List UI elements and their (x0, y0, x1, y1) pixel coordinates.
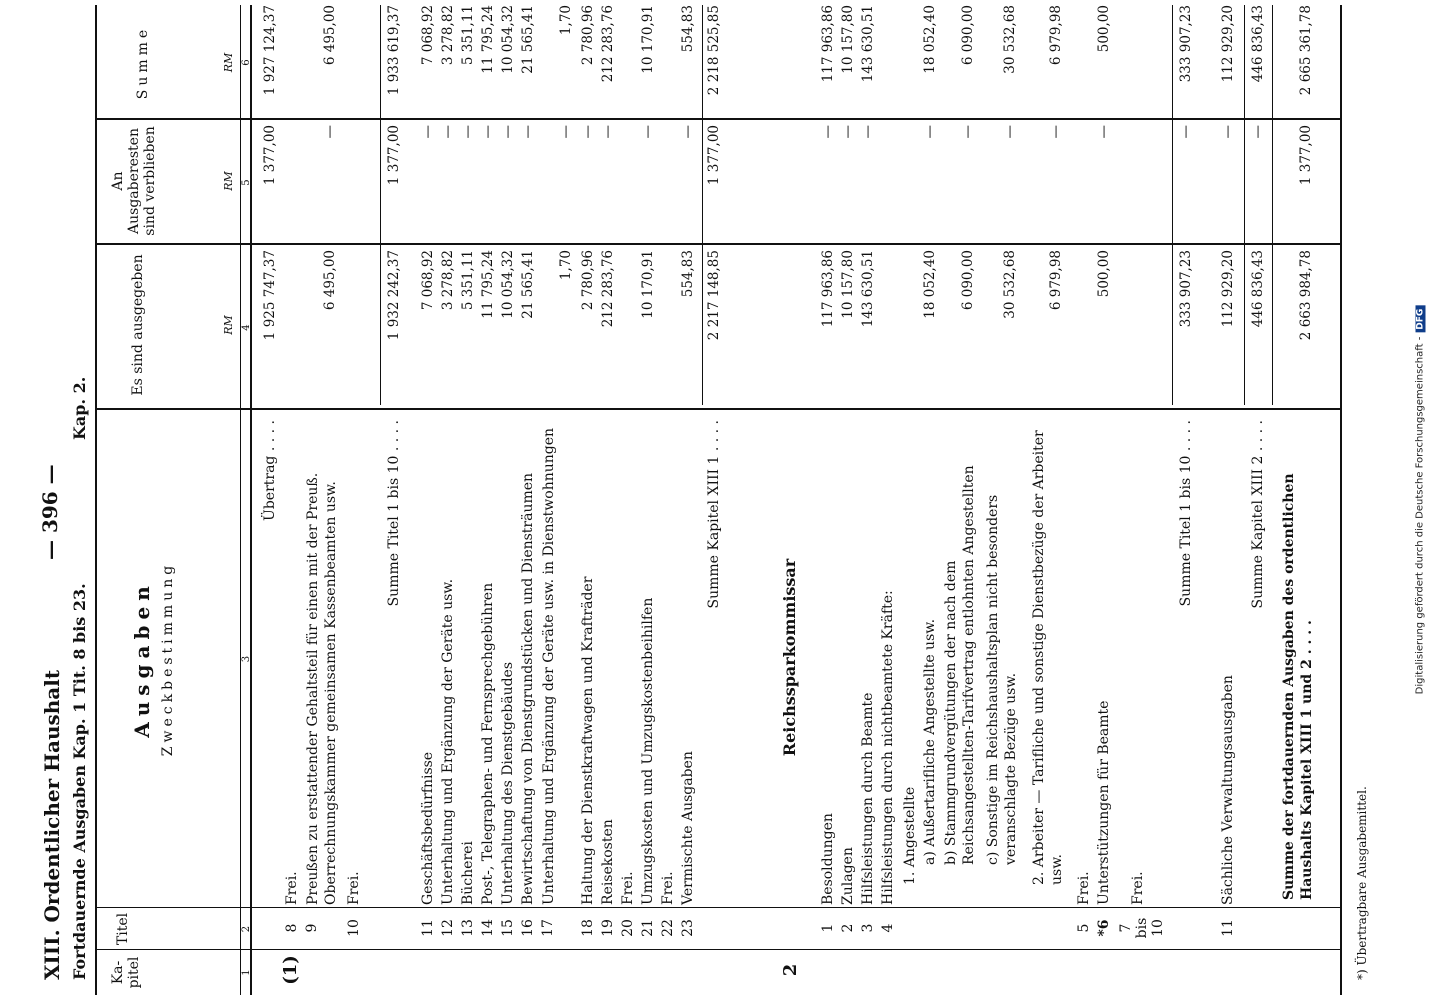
col-divider-5 (95, 118, 1340, 120)
page-number: — 396 — (38, 464, 62, 560)
digitization-credit: Digitalisierung gefördert durch die Deutsche Forschungsgemeinschaft -DFG (1415, 306, 1426, 695)
grand-total-label: Summe der fortdauernden Ausgaben des ordentlichen Haushalts Kapitel XIII 1 und 2 . . . . (1281, 473, 1315, 900)
table-top-rule (95, 5, 97, 995)
col-number-4: 4 (241, 324, 252, 331)
dfg-logo: DFG (1416, 306, 1426, 333)
col-header-ausgaben: Ausgaben (130, 580, 154, 738)
col-number-6: 6 (241, 59, 252, 66)
col-number-3: 3 (241, 655, 252, 663)
col-divider-4 (95, 243, 1340, 245)
col-header-kapitel: Ka-pitel (110, 956, 142, 989)
col-header-reste: An Ausgaberesten sind verblieben (110, 126, 158, 236)
header-line-2-right: Kap. 2. (70, 376, 89, 440)
col-header-ausgegeben: Es sind ausgegeben (130, 254, 146, 396)
table-bottom-rule (1340, 5, 1342, 995)
col-number-5: 5 (241, 179, 252, 186)
section-title: Reichssparkommissar (780, 558, 799, 757)
header-line-1: XIII. Ordentlicher Haushalt (40, 669, 64, 980)
col-header-zweck: Zweckbestimmung (160, 561, 176, 757)
unit-label-4: RM (222, 315, 235, 335)
rotated-table-page: XIII. Ordentlicher Haushalt — 396 — Fortdauernde Ausgaben Kap. 1 Tit. 8 bis 23. Kap. 2. Ka-pitel Titel Ausgaben Zweckbestimmung Es sind ausgegeben An Ausgaberesten sind verblieben Summe RM RM RM 1 2 3 4 5 6 Übertrag . . . . 1 925 747,37 1 377,00 1 927 124,37 (1) 8 Frei. 9 Preußen zu erstattender Gehaltsteil für einen mit der Preuß. Oberrechnungskammer gemeinsamen Kassenbeamten usw. 6 495,00 — 6 495,00 10 Frei. Summe Titel 1 bis 10 . . . . 1 932 242,37 1 377,00 1 933 619,37 11 Geschäftsbedürfnisse 7 068,92 — 7 068,92 12 Unterhaltung und Ergänzung der Geräte usw. 3 278,82 — 3 278,82 13 Bücherei 5 351,11 — 5 351,11 14 Post-, Telegraphen- und Fernsprechgebühren 11 795,24 — 11 795,24 15 Unterhaltung des Dienstgebäudes 10 054,32 — 10 054,32 16 Bewirtschaftung von Dienstgrundstücken und Diensträumen 21 565,41 — 21 565,41 17 Unterhaltung und Ergänzung der Geräte usw. in Dienstwohnungen 1,70 — 1,70 18 Haltung der Dienstkraftwagen und Krafträder 2 780,96 — 2 780,96 19 Reisekosten 212 283,76 — 212 283,76 20 Frei. 21 Umzugskosten und Umzugskostenbeihilfen 10 170,91 — 10 170,91 22 Frei. 23 Vermischte Ausgaben 554,83 — 554,83 Summe Kapitel XIII 1 . . . . 2 217 148,85 1 377,00 2 218 525,85 2 Reichssparkommissar 1 Besoldungen 117 963,86 — 117 963,86 2 Zulagen 10 157,80 — 10 157,80 3 Hilfsleistungen durch Beamte 143 630,51 — 143 630,51 4 Hilfsleistungen durch nichtbeamtete Kräfte: 1. Angestellte a) Außertarifliche Angestellte usw. 18 052,40 — 18 052,40 b) Stammgrundvergütungen der nach dem Reichsangestellten-Tarifvertrag entlohnten Angestellten 6 090,00 — 6 090,00 c) Sonstige im Reichshaushaltsplan nicht besonders veranschlagte Bezüge usw. 30 532,68 — 30 532,68 2. Arbeiter — Tarifliche und sonstige Dienstbezüge der Arbeiter usw. 6 979,98 — 6 979,98 5 Frei. *6 Unterstützungen für Beamte 500,00 — 500,00 7 bis 10 Frei. Summe Titel 1 bis 10 . . . . 333 907,23 — 333 907,23 11 Sächliche Verwaltungsausgaben 112 929,20 — 112 929,20 Summe Kapitel XIII 2 . . . . 446 836,43 — 446 836,43 Summe der fortdauernden Ausgaben des ordentlichen Haushalts Kapitel XIII 1 und 2 . . . . 2 663 984,78 1 377,00 2 665 361,78 *) Übertragbare Ausgabemittel. (0, 0, 1400, 1000)
unit-label-5: RM (222, 171, 235, 191)
col-divider-2 (95, 907, 1340, 908)
kapitel-2-marker: 2 (780, 963, 801, 977)
col-header-summe: Summe (135, 25, 151, 100)
header-line-2: Fortdauernde Ausgaben Kap. 1 Tit. 8 bis 23. (70, 583, 89, 980)
col-divider-3 (95, 408, 1340, 410)
col-number-1: 1 (241, 969, 252, 976)
col-header-titel: Titel (115, 912, 131, 946)
footnote: *) Übertragbare Ausgabemittel. (1355, 786, 1369, 980)
col-number-2: 2 (241, 925, 252, 933)
kapitel-1-marker: (1) (280, 955, 301, 985)
unit-label-6: RM (222, 52, 235, 73)
